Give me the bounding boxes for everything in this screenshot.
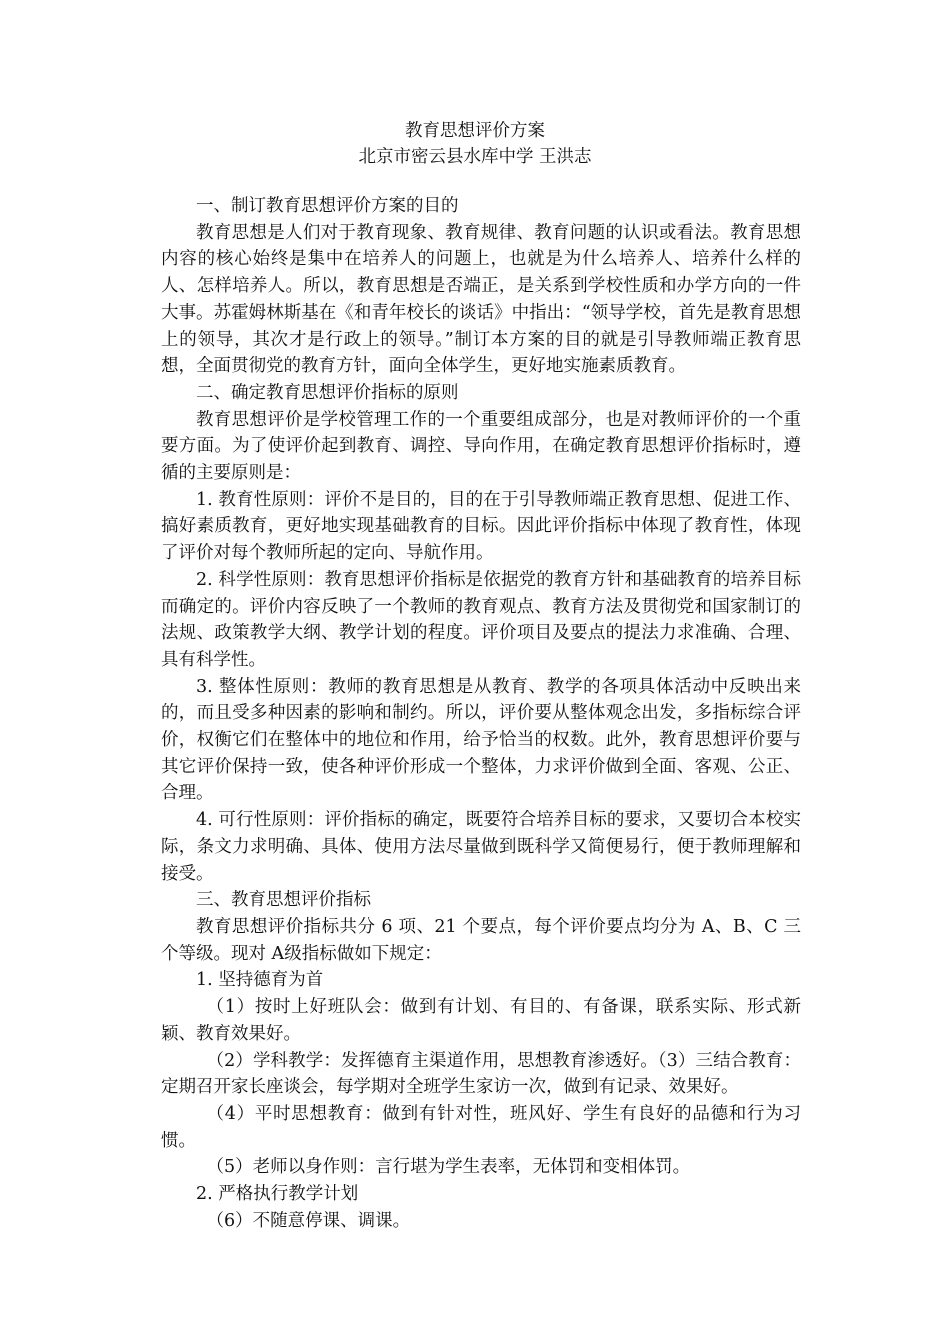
document-title: 教育思想评价方案 (405, 121, 545, 141)
principle-item: 3. 整体性原则：教师的教育思想是从教育、教学的各项具体活动中反映出来的，而且受多种因素的影响和制约。所以，评价要从整体观念出发，多指标综合评价，权衡它们在整体中的地位和作用，给予恰当的权数。此外，教育思想评价要与其它评价保持一致，使各种评价形成一个整体，力求评价做到全面、客观、公正、合理。 (161, 676, 801, 804)
document-author-line: 北京市密云县水库中学 王洪志 (358, 147, 592, 167)
indicator-point: （6）不随意停课、调课。 (206, 1210, 411, 1231)
indicator-heading: 2. 严格执行教学计划 (196, 1184, 359, 1205)
document-body (161, 193, 801, 1234)
indicator-point: （4）平时思想教育：做到有针对性，班风好、学生有良好的品德和行为习惯。 (161, 1103, 801, 1151)
paragraph: 教育思想评价指标共分 6 项、21 个要点，每个评价要点均分为 A、B、C 三个等级。现对 A级指标做如下规定： (161, 916, 801, 964)
indicator-heading: 1. 坚持德育为首 (196, 970, 324, 991)
indicator-point: （1）按时上好班队会：做到有计划、有目的、有备课，联系实际、形式新颖、教育效果好。 (161, 997, 801, 1044)
indicator-point: （2）学科教学：发挥德育主渠道作用，思想教育渗透好。（3）三结合教育：定期召开家长座谈会，每学期对全班学生家访一次，做到有记录、效果好。 (161, 1050, 801, 1098)
principle-item: 2. 科学性原则：教育思想评价指标是依据党的教育方针和基础教育的培养目标而确定的。评价内容反映了一个教师的教育观点、教育方法及贯彻党和国家制订的法规、政策教学大纲、教学计划的程度。评价项目及要点的提法力求准确、合理、具有科学性。 (161, 569, 801, 670)
paragraph: 教育思想评价是学校管理工作的一个重要组成部分，也是对教师评价的一个重要方面。为了使评价起到教育、调控、导向作用，在确定教育思想评价指标时，遵循的主要原则是： (161, 409, 801, 484)
indicator-point: （5）老师以身作则：言行堪为学生表率，无体罚和变相体罚。 (206, 1157, 691, 1178)
principle-item: 1. 教育性原则：评价不是目的，目的在于引导教师端正教育思想、促进工作、搞好素质教育，更好地实现基础教育的目标。因此评价指标中体现了教育性，体现了评价对每个教师所起的定向、导航作用。 (161, 489, 801, 564)
section-heading-2: 二、确定教育思想评价指标的原则 (196, 382, 459, 403)
section-heading-3: 三、教育思想评价指标 (196, 890, 371, 911)
section-heading-1: 一、制订教育思想评价方案的目的 (196, 196, 459, 216)
principle-item: 4. 可行性原则：评价指标的确定，既要符合培养目标的要求，又要切合本校实际，条文力求明确、具体、使用方法尽量做到既科学又简便易行，便于教师理解和接受。 (161, 810, 801, 884)
paragraph: 教育思想是人们对于教育现象、教育规律、教育问题的认识或看法。教育思想内容的核心始终是集中在培养人的问题上，也就是为什么培养人、培养什么样的人、怎样培养人。所以，教育思想是否端正，是关系到学校性质和办学方向的一件大事。苏霍姆林斯基在《和青年校长的谈话》中指出：“领导学校，首先是教育思想上的领导，其次才是行政上的领导。”制订本方案的目的就是引导教师端正教育思想，全面贯彻党的教育方针，面向全体学生，更好地实施素质教育。 (161, 222, 801, 377)
